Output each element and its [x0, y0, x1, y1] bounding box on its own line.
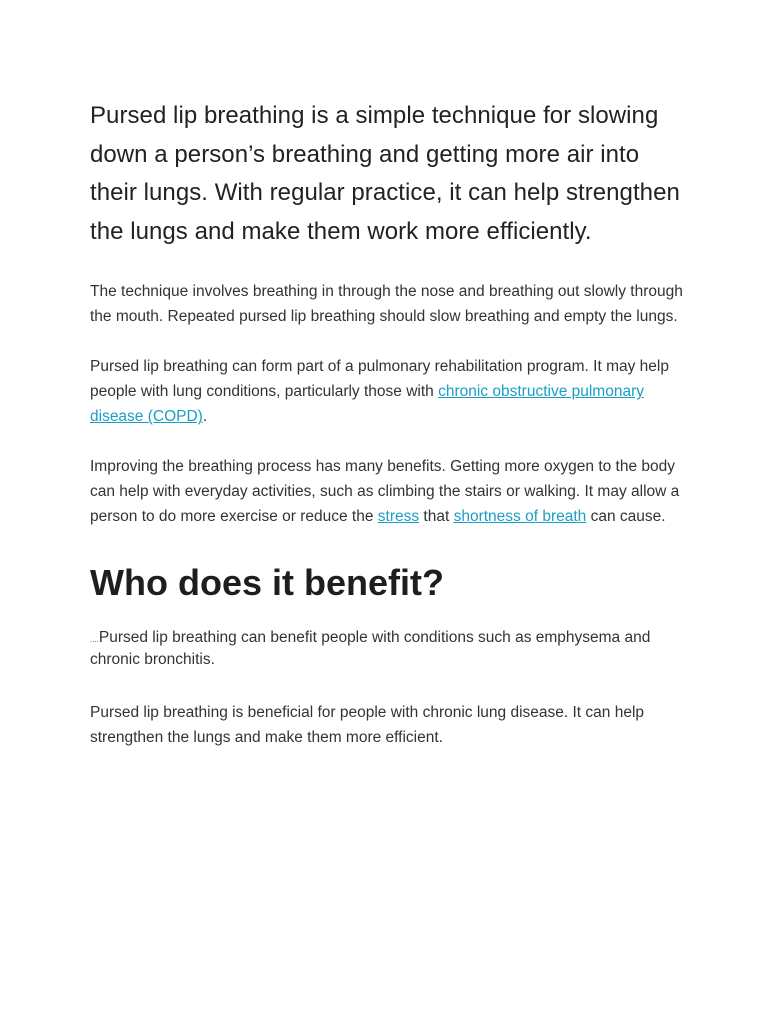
paragraph-text: Pursed lip breathing can benefit people with conditions such as emphysema and chronic bronchitis. — [90, 629, 651, 669]
stress-link[interactable]: stress — [377, 508, 420, 526]
leading-dots: .... — [90, 635, 99, 645]
paragraph-benefits — [90, 454, 690, 529]
paragraph-rehabilitation — [90, 354, 690, 429]
paragraph-technique: The technique involves breathing in through the nose and breathing out slowly through the mouth. Repeated pursed lip breathing should slow breathing and empty the lungs. — [90, 283, 683, 326]
shortness-of-breath-link[interactable]: shortness of breath — [453, 508, 587, 526]
copd-link[interactable]: chronic obstructive pulmonary disease (COPD) — [90, 383, 644, 426]
section-heading: Who does it benefit? — [90, 562, 444, 604]
paragraph-text: that — [419, 508, 454, 526]
paragraph-text: Pursed lip breathing can form part of a pulmonary rehabilitation program. It may help people with lung conditions, particularly those with — [90, 358, 669, 401]
paragraph-chronic-disease: Pursed lip breathing is beneficial for people with chronic lung disease. It can help strengthen the lungs and make them more efficient. — [90, 704, 645, 747]
paragraph-text: Improving the breathing process has many benefits. Getting more oxygen to the body can help with everyday activities, such as climbing the stairs or walking. It may allow a person to do more exercise or reduce the — [90, 458, 680, 526]
article-body — [90, 97, 690, 775]
lead-paragraph: Pursed lip breathing is a simple technique for slowing down a person’s breathing and getting more air into their lungs. With regular practice, it can help strengthen the lungs and make them work more efficiently. — [90, 102, 680, 245]
paragraph-text: . — [202, 408, 208, 426]
paragraph-conditions — [90, 628, 690, 670]
paragraph-text: can cause. — [586, 508, 666, 526]
